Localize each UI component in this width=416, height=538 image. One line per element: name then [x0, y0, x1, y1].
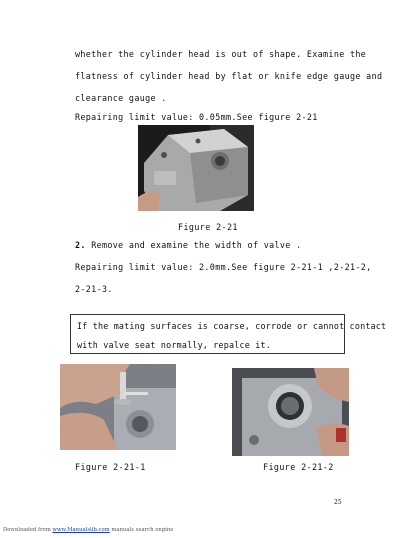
figure-2-21-1-photo	[60, 364, 176, 450]
figure-caption: Figure 2-21	[178, 222, 238, 232]
body-text-line: clearance gauge .	[75, 93, 167, 103]
page-number: 25	[334, 499, 342, 506]
note-box	[70, 314, 387, 354]
body-text-line: 2-21-3.	[75, 284, 113, 294]
footer-suffix: manuals search engine	[109, 527, 174, 533]
figure-2-21-2-photo	[232, 368, 349, 456]
body-text-line: whether the cylinder head is out of shape. Examine the	[75, 49, 367, 59]
step-text: Remove and examine the width of valve .	[85, 240, 302, 250]
body-text-line: flatness of cylinder head by flat or knife edge gauge and	[75, 71, 383, 81]
body-text-line: Repairing limit value: 0.05mm.See figure 2-21	[75, 112, 318, 122]
footer	[3, 527, 173, 533]
note-line: with valve seat normally, repalce it.	[77, 340, 271, 350]
footer-prefix: Downloaded from	[3, 527, 53, 533]
figure-caption: Figure 2-21-2	[263, 462, 334, 472]
figure-caption: Figure 2-21-1	[75, 462, 146, 472]
step-line	[75, 240, 343, 250]
figure-2-21-photo	[138, 125, 254, 211]
footer-link[interactable]: www.Manualslib.com	[52, 527, 110, 533]
step-number: 2.	[75, 240, 86, 250]
body-text-line: Repairing limit value: 2.0mm.See figure 2-21-1 ,2-21-2,	[75, 262, 372, 272]
note-line: If the mating surfaces is coarse, corrode or cannot contact	[77, 321, 387, 331]
